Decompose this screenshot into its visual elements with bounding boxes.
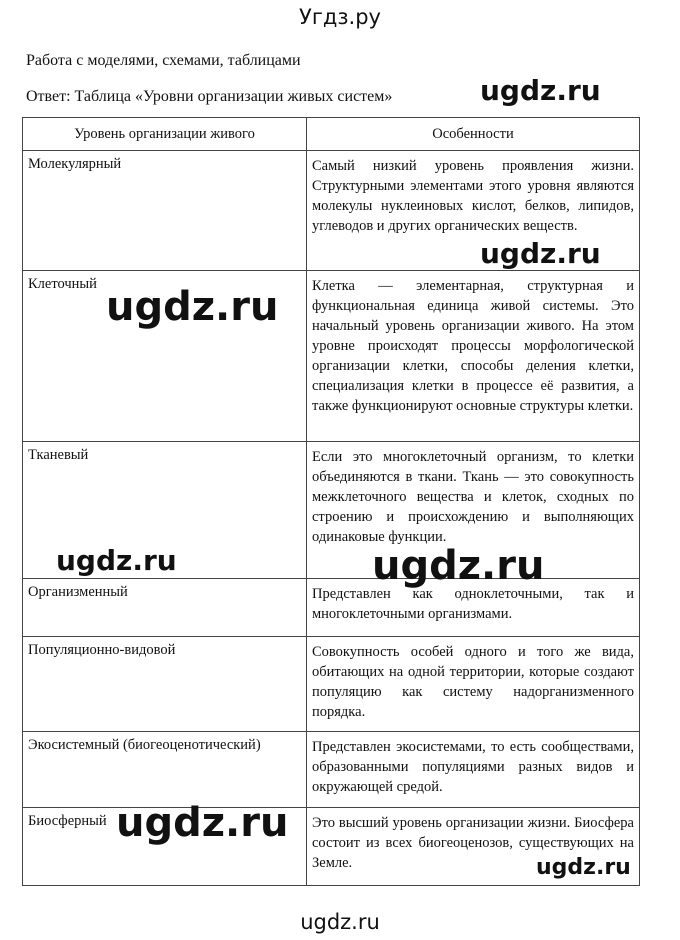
column-header-level: Уровень организации живого	[23, 118, 307, 151]
site-title: Угдз.ру	[299, 5, 381, 29]
watermark: ugdz.ru	[372, 543, 545, 589]
level-cell: Организменный	[23, 579, 307, 637]
level-cell: Популяционно-видовой	[23, 637, 307, 732]
description-cell: Представлен как одноклеточными, так и многоклеточными организмами.	[307, 579, 640, 637]
level-cell: Экосистемный (биогеоценотический)	[23, 732, 307, 808]
section-title: Работа с моделями, схемами, таблицами	[26, 52, 301, 69]
description-cell: Если это многоклеточный организм, то клетки объединяются в ткани. Ткань — это совокупность межклеточного вещества и клеток, сходных по строению и происхождению и выполняющих одинаковые функции.	[307, 442, 640, 579]
description-cell: Совокупность особей одного и того же вида, обитающих на одной территории, которые создают популяцию как систему надорганизменного порядка.	[307, 637, 640, 732]
level-cell: Тканевый	[23, 442, 307, 579]
column-header-features: Особенности	[307, 118, 640, 151]
description-cell: Самый низкий уровень проявления жизни. Структурными элементами этого уровня являются молекулы нуклеиновых кислот, белков, липидов, углеводов и других органических веществ.	[307, 151, 640, 271]
watermark: ugdz.ru	[106, 284, 279, 330]
level-cell: Молекулярный	[23, 151, 307, 271]
table-row	[23, 579, 640, 637]
level-cell: Биосферный	[23, 808, 307, 886]
answer-title: Ответ: Таблица «Уровни организации живых систем»	[26, 88, 393, 105]
table-row	[23, 732, 640, 808]
table-row	[23, 637, 640, 732]
level-cell: Клеточный	[23, 271, 307, 442]
levels-table	[22, 117, 640, 886]
description-cell: Это высший уровень организации жизни. Биосфера состоит из всех биогеоценозов, существующих на Земле.	[307, 808, 640, 886]
watermark: ugdz.ru	[116, 800, 289, 846]
watermark: ugdz.ru	[480, 74, 601, 107]
description-cell: Представлен экосистемами, то есть сообществами, образованными популяциями разных видов и окружающей средой.	[307, 732, 640, 808]
watermark: ugdz.ru	[56, 544, 177, 577]
footer-site: ugdz.ru	[300, 910, 380, 934]
watermark: ugdz.ru	[536, 855, 631, 880]
description-cell: Клетка — элементарная, структурная и функциональная единица живой системы. Это начальный уровень организации живого. На этом уровне происходят процессы морфологической организации клетки, способы деления клетки, специализация клетки в процессе её развития, а также функционируют основные структуры клетки.	[307, 271, 640, 442]
table-header-row	[23, 118, 640, 151]
watermark: ugdz.ru	[480, 237, 601, 270]
